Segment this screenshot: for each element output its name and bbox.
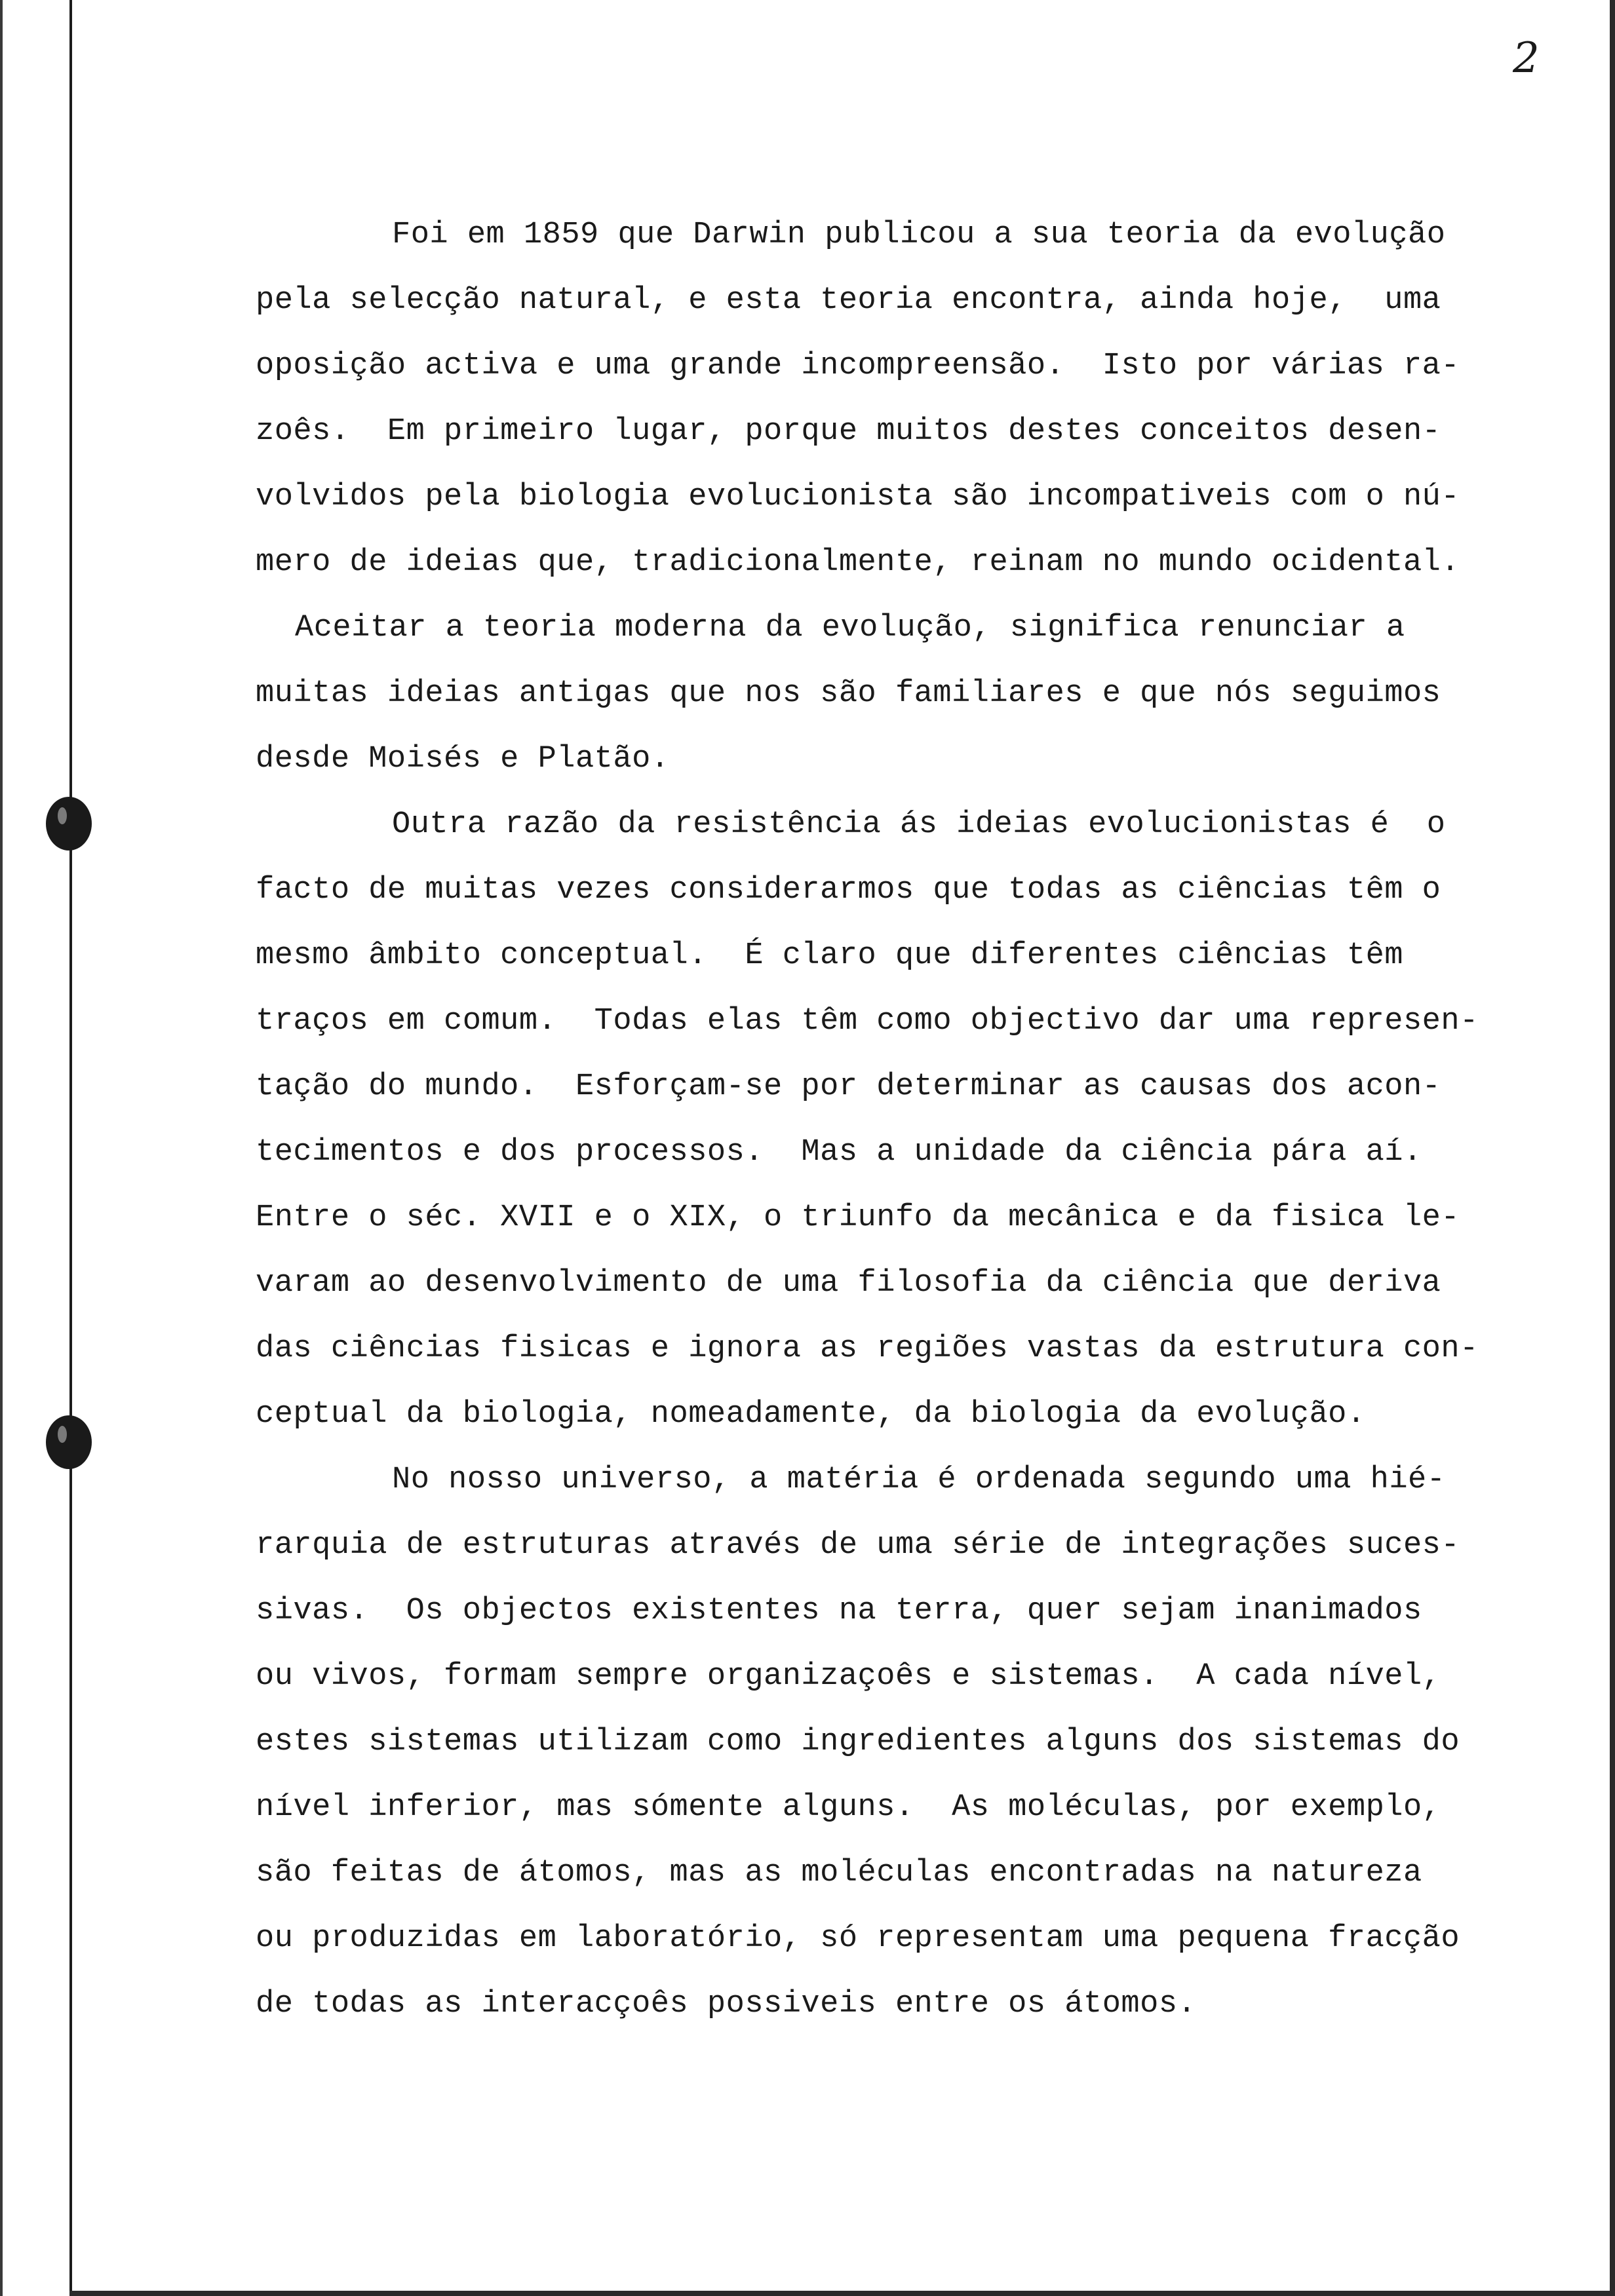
text-line: tação do mundo. Esforçam-se por determinar as causas dos acon- — [256, 1069, 1441, 1104]
text-line: das ciências fisicas e ignora as regiões vastas da estrutura con- — [256, 1331, 1479, 1366]
binding-margin-line — [69, 0, 72, 2296]
text-line: muitas ideias antigas que nos são familiares e que nós seguimos — [256, 676, 1441, 711]
text-line: Entre o séc. XVII e o XIX, o triunfo da mecânica e da fisica le- — [256, 1200, 1460, 1235]
text-line: nível inferior, mas sómente alguns. As moléculas, por exemplo, — [256, 1790, 1441, 1825]
text-line: ceptual da biologia, nomeadamente, da biologia da evolução. — [256, 1397, 1366, 1432]
text-line: mero de ideias que, tradicionalmente, reinam no mundo ocidental. — [256, 545, 1460, 580]
text-line: ou produzidas em laboratório, só representam uma pequena fracção — [256, 1921, 1460, 1956]
text-line: são feitas de átomos, mas as moléculas encontradas na natureza — [256, 1856, 1422, 1890]
text-line: Aceitar a teoria moderna da evolução, significa renunciar a — [295, 611, 1405, 645]
text-line: No nosso universo, a matéria é ordenada segundo uma hié- — [392, 1463, 1446, 1497]
text-line: tecimentos e dos processos. Mas a unidade da ciência pára aí. — [256, 1135, 1422, 1170]
punch-hole — [46, 1415, 92, 1469]
text-line: mesmo âmbito conceptual. É claro que diferentes ciências têm — [256, 938, 1403, 973]
text-line: pela selecção natural, e esta teoria encontra, ainda hoje, uma — [256, 283, 1441, 318]
punch-hole — [46, 797, 92, 851]
page-bottom-edge — [69, 2291, 1615, 2296]
text-line: de todas as interacçoês possiveis entre os átomos. — [256, 1987, 1197, 2021]
text-line: oposição activa e uma grande incompreensão. Isto por várias ra- — [256, 349, 1460, 383]
text-line: rarquia de estruturas através de uma série de integrações suces- — [256, 1528, 1460, 1563]
text-line: volvidos pela biologia evolucionista são incompativeis com o nú- — [256, 480, 1460, 514]
text-line: ou vivos, formam sempre organizaçoês e sistemas. A cada nível, — [256, 1659, 1441, 1694]
text-line: estes sistemas utilizam como ingredientes alguns dos sistemas do — [256, 1725, 1460, 1759]
text-line: Foi em 1859 que Darwin publicou a sua teoria da evolução — [392, 218, 1446, 252]
page-number: 2 — [1513, 34, 1540, 83]
page-left-edge — [0, 0, 3, 2296]
text-line: varam ao desenvolvimento de uma filosofia da ciência que deriva — [256, 1266, 1441, 1301]
text-line: sivas. Os objectos existentes na terra, quer sejam inanimados — [256, 1594, 1422, 1628]
text-line: facto de muitas vezes considerarmos que todas as ciências têm o — [256, 873, 1441, 908]
text-line: traços em comum. Todas elas têm como objectivo dar uma represen- — [256, 1004, 1479, 1039]
page-right-edge — [1610, 0, 1615, 2296]
text-line: desde Moisés e Platão. — [256, 742, 670, 776]
text-line: zoês. Em primeiro lugar, porque muitos destes conceitos desen- — [256, 414, 1441, 449]
text-line: Outra razão da resistência ás ideias evolucionistas é o — [392, 807, 1446, 842]
